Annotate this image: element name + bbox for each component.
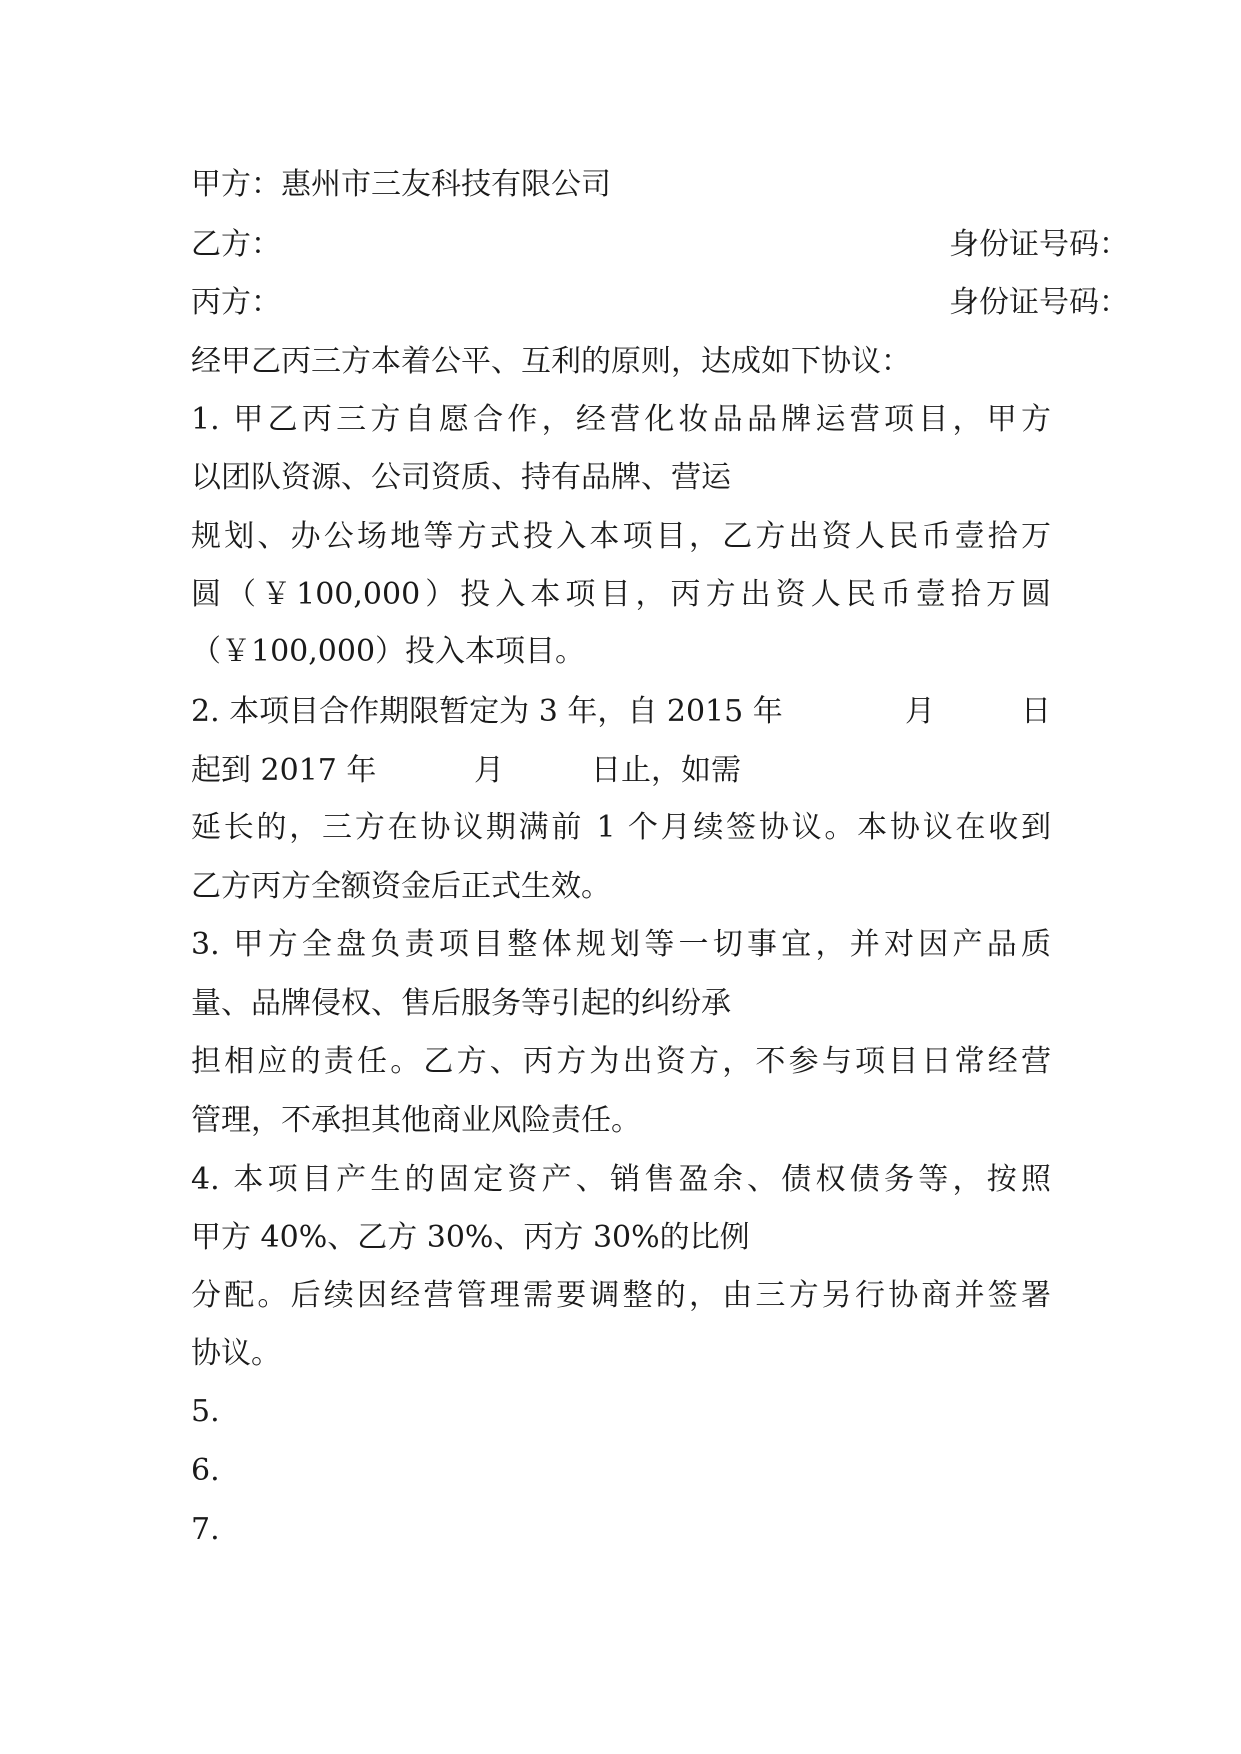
clause1-line4: 圆（￥100,000）投入本项目，丙方出资人民币壹拾万圆 xyxy=(191,577,1051,612)
clause3-line4: 管理，不承担其他商业风险责任。 xyxy=(191,1103,641,1138)
clause7-line: 7. xyxy=(191,1512,220,1547)
clause2-line1 xyxy=(191,690,1051,734)
clause1-line5: （￥100,000）投入本项目。 xyxy=(191,634,586,669)
clause1-line3: 规划、办公场地等方式投入本项目，乙方出资人民币壹拾万 xyxy=(191,519,1051,554)
clause2-line2 xyxy=(191,749,1051,793)
party-c-id-label: 身份证号码： xyxy=(949,285,1129,320)
clause2-end-year: 起到 2017 年 xyxy=(191,753,377,788)
clause6-line: 6. xyxy=(191,1453,220,1488)
clause2-date-start: 2. 本项目合作期限暂定为 3 年，自 2015 年 xyxy=(191,694,783,729)
clause2-start-month: 月 xyxy=(905,694,935,729)
clause1-line2: 以团队资源、公司资质、持有品牌、营运 xyxy=(191,460,731,495)
clause4-line3: 分配。后续因经营管理需要调整的，由三方另行协商并签署 xyxy=(191,1278,1051,1313)
clause4-line2: 甲方 40%、乙方 30%、丙方 30%的比例 xyxy=(191,1220,750,1255)
clause5-line: 5. xyxy=(191,1394,220,1429)
preamble-line: 经甲乙丙三方本着公平、互利的原则，达成如下协议： xyxy=(191,344,911,379)
party-b-line xyxy=(191,223,1129,267)
clause2-end-month: 月 xyxy=(474,753,504,788)
party-c-line xyxy=(191,281,1129,325)
clause4-line1: 4. 本项目产生的固定资产、销售盈余、债权债务等，按照 xyxy=(191,1162,1051,1197)
clause3-line2: 量、品牌侵权、售后服务等引起的纠纷承 xyxy=(191,986,731,1021)
party-b-label: 乙方： xyxy=(191,227,281,262)
party-a-line: 甲方：惠州市三友科技有限公司 xyxy=(191,167,611,202)
party-b-id-label: 身份证号码： xyxy=(949,227,1129,262)
clause2-start-day: 日 xyxy=(1021,694,1051,729)
clause4-line4: 协议。 xyxy=(191,1336,281,1371)
clause1-line1: 1. 甲乙丙三方自愿合作，经营化妆品品牌运营项目，甲方 xyxy=(191,402,1051,437)
clause2-line4: 乙方丙方全额资金后正式生效。 xyxy=(191,869,611,904)
party-c-label: 丙方： xyxy=(191,285,281,320)
clause2-line3: 延长的，三方在协议期满前 1 个月续签协议。本协议在收到 xyxy=(191,810,1051,845)
clause2-end-day: 日止，如需 xyxy=(591,753,741,788)
clause3-line3: 担相应的责任。乙方、丙方为出资方，不参与项目日常经营 xyxy=(191,1044,1051,1079)
clause3-line1: 3. 甲方全盘负责项目整体规划等一切事宜，并对因产品质 xyxy=(191,927,1051,962)
